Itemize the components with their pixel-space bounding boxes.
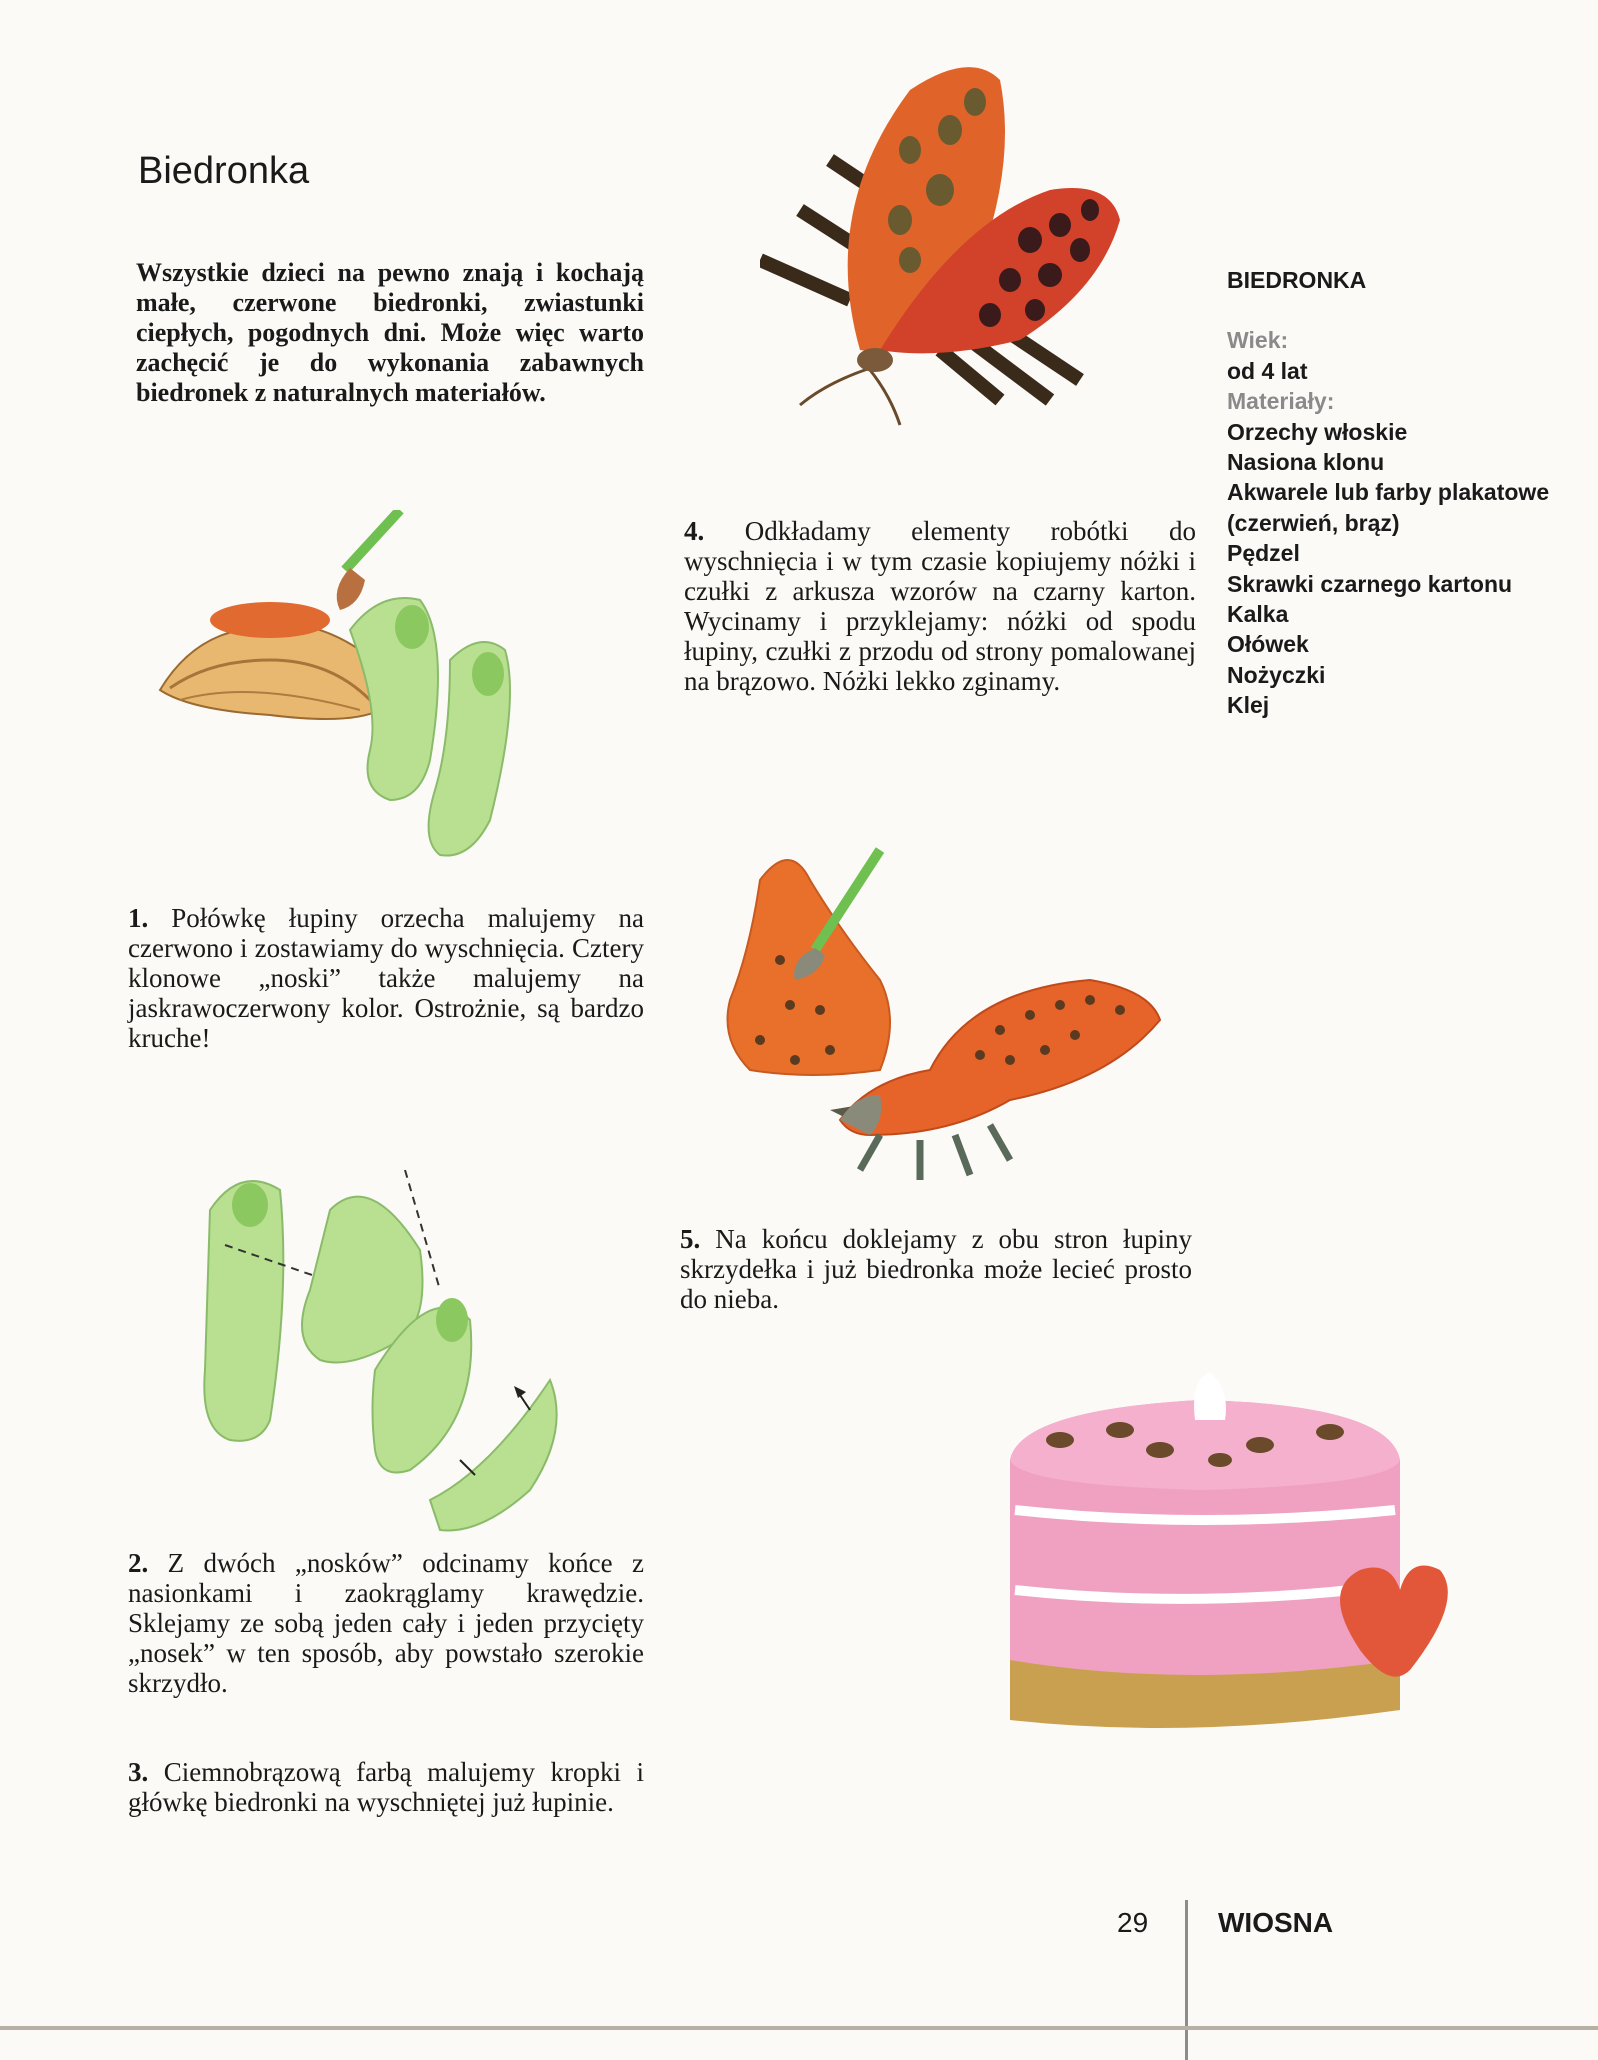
age-label: Wiek: xyxy=(1227,327,1289,354)
step-1-number: 1. xyxy=(128,903,149,933)
illustration-step2 xyxy=(200,1170,600,1540)
step-4-text: Odkładamy elementy robótki do wyschnięcia i w tym czasie kopiujemy nóżki i czułki z arkusza wzorów na czarny karton. Wycinamy i przyklejamy: nóżki od spodu łupiny, czułki z przodu od strony pomalowanej na brązowo. Nóżki lekko zginamy. xyxy=(684,516,1197,696)
step-2-text: Z dwóch „nosków” odcinamy końce z nasionkami i zaokrąglamy krawędzie. Sklejamy ze sobą jeden cały i jeden przycięty „nosek” w ten sposób, aby powstało szerokie skrzydło. xyxy=(128,1548,645,1698)
material-item: Skrawki czarnego kartonu xyxy=(1227,570,1513,597)
materials-label: Materiały: xyxy=(1227,388,1335,415)
material-item: Orzechy włoskie xyxy=(1227,418,1408,445)
footer-divider xyxy=(1185,1900,1188,2060)
age-value: od 4 lat xyxy=(1227,357,1308,384)
section-name: WIOSNA xyxy=(1218,1907,1334,1938)
material-item: Nasiona klonu xyxy=(1227,449,1385,476)
illustration-ladybug xyxy=(760,60,1150,480)
page-edge xyxy=(0,2026,1598,2030)
materials-box xyxy=(1227,265,1557,721)
step-2 xyxy=(128,1548,644,1698)
material-item: Klej xyxy=(1227,692,1270,719)
step-1-text: Połówkę łupiny orzecha malujemy na czerwono i zostawiamy do wyschnięcia. Cztery klonowe „noski” także malujemy na jaskrawoczerwony kolor. Ostrożnie, są bardzo kruche! xyxy=(128,903,645,1053)
intro-paragraph: Wszystkie dzieci na pewno znają i kochają małe, czerwone biedronki, zwiastunki ciepłych, pogodnych dni. Może więc warto zachęcić je do wykonania zabawnych biedronek z naturalnych materiałów. xyxy=(136,258,644,407)
step-5-number: 5. xyxy=(680,1224,701,1254)
step-2-number: 2. xyxy=(128,1548,149,1578)
step-3-text: Ciemnobrązową farbą malujemy kropki i główkę biedronki na wyschniętej już łupinie. xyxy=(128,1757,645,1817)
illustration-step4 xyxy=(710,840,1190,1180)
materials-heading: BIEDRONKA xyxy=(1227,267,1367,293)
step-3 xyxy=(128,1757,644,1817)
page-title: Biedronka xyxy=(138,150,310,192)
cake-decoration xyxy=(930,1360,1470,1750)
step-1 xyxy=(128,903,644,1053)
step-4 xyxy=(684,516,1196,696)
material-item: Pędzel xyxy=(1227,540,1300,567)
step-5-text: Na końcu doklejamy z obu stron łupiny skrzydełka i już biedronka może lecieć prosto do nieba. xyxy=(680,1224,1192,1314)
page-number: 29 xyxy=(1117,1907,1149,1938)
material-item: Ołówek xyxy=(1227,631,1309,658)
step-5 xyxy=(680,1224,1192,1314)
material-item: Nożyczki xyxy=(1227,661,1326,688)
step-4-number: 4. xyxy=(684,516,705,546)
material-item: Kalka xyxy=(1227,601,1289,628)
material-item: Akwarele lub farby plakatowe (czerwień, brąz) xyxy=(1227,479,1550,536)
illustration-step1 xyxy=(150,510,590,890)
step-3-number: 3. xyxy=(128,1757,149,1787)
